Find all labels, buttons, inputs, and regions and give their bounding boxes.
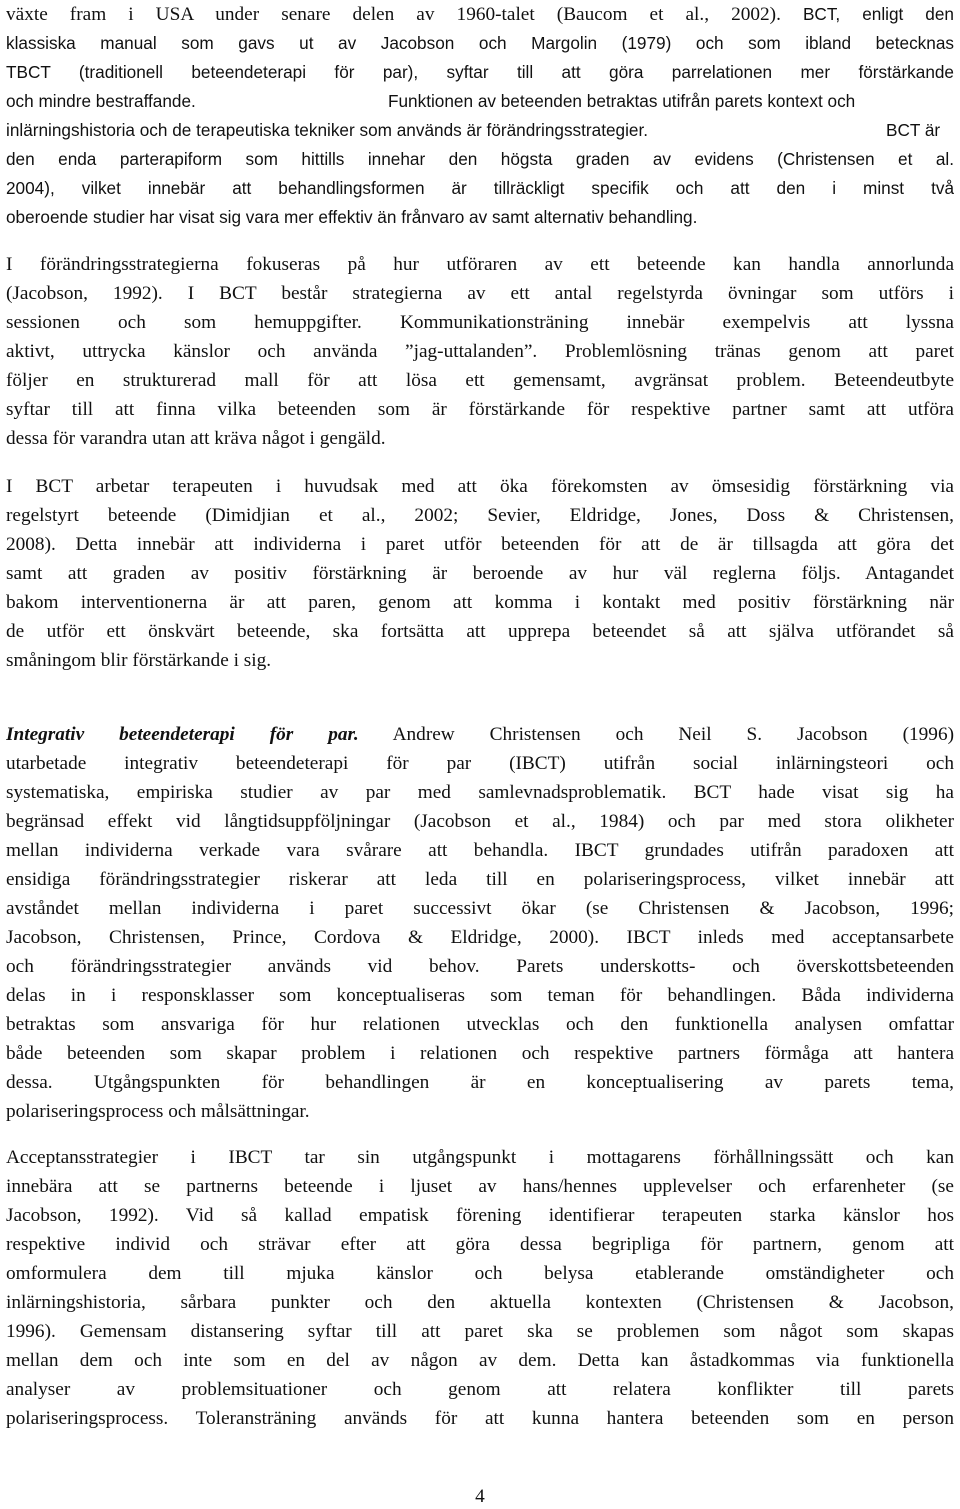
text-line bbox=[6, 279, 954, 308]
text-segment: ensidiga förändringsstrategier riskerar att leda till en polariseringsprocess, vilket innebär att bbox=[6, 869, 954, 890]
text-segment: Funktionen av beteenden betraktas utifrån parets kontext och bbox=[388, 91, 856, 111]
text-line bbox=[6, 337, 954, 366]
text-segment: sessionen och som hemuppgifter. Kommunikationsträning innebär exempelvis att lyssna bbox=[6, 312, 954, 333]
text-segment: innebära att se partnerns beteende i ljuset av hans/hennes upplevelser och erfarenheter (se bbox=[6, 1176, 954, 1197]
text-segment: dessa. Utgångspunkten för behandlingen är en konceptualisering av parets tema, bbox=[6, 1072, 954, 1093]
text-line bbox=[6, 58, 954, 87]
text-segment: aktivt, uttrycka känslor och använda ”jag-uttalanden”. Problemlösning tränas genom att paret bbox=[6, 341, 954, 362]
text-line bbox=[6, 501, 954, 530]
text-line bbox=[6, 952, 954, 981]
text-line bbox=[6, 1317, 954, 1346]
text-segment: I förändringsstrategierna fokuseras på hur utföraren av ett beteende kan handla annorlunda bbox=[6, 254, 954, 275]
text-segment: mellan individerna verkade vara svårare att behandla. IBCT grundades utifrån paradoxen att bbox=[6, 840, 954, 861]
text-line bbox=[886, 116, 954, 145]
text-segment: bakom interventionerna är att paren, genom att komma i kontakt med positiv förstärkning när bbox=[6, 592, 954, 613]
text-segment: (Jacobson, 1992). I BCT består strategierna av ett antal regelstyrda övningar som utförs i bbox=[6, 283, 954, 304]
text-line bbox=[6, 1259, 954, 1288]
text-segment: följer en strukturerad mall för att lösa ett gemensamt, avgränsat problem. Beteendeutbyte bbox=[6, 370, 954, 391]
text-line bbox=[6, 865, 954, 894]
text-line bbox=[6, 749, 954, 778]
text-segment: dessa för varandra utan att kräva något i gengäld. bbox=[6, 428, 386, 449]
text-segment: I BCT arbetar terapeuten i huvudsak med att öka förekomsten av ömsesidig förstärkning via bbox=[6, 476, 954, 497]
text-line bbox=[6, 836, 954, 865]
text-line bbox=[6, 366, 954, 395]
text-segment: klassiska manual som gavs ut av Jacobson och Margolin (1979) och som ibland betecknas bbox=[6, 33, 954, 53]
text-segment: analyser av problemsituationer och genom att relatera konflikter till parets bbox=[6, 1379, 954, 1400]
text-segment: och förändringsstrategier används vid behov. Parets underskotts- och överskottsbeteenden bbox=[6, 956, 954, 977]
text-line bbox=[6, 530, 954, 559]
text-line bbox=[6, 646, 954, 675]
text-segment: omformulera dem till mjuka känslor och belysa etablerande omständigheter och bbox=[6, 1263, 954, 1284]
text-segment: Jacobson, Christensen, Prince, Cordova & Eldridge, 2000). IBCT inleds med acceptansarbete bbox=[6, 927, 954, 948]
text-segment: de utför ett önskvärt beteende, ska fortsätta att upprepa beteendet så att själva utförandet så bbox=[6, 621, 954, 642]
text-segment: mellan dem och inte som en del av någon av dem. Detta kan åstadkommas via funktionella bbox=[6, 1350, 954, 1371]
text-segment: BCT är bbox=[886, 120, 941, 140]
text-segment: inlärningshistoria, sårbara punkter och den aktuella kontexten (Christensen & Jacobson, bbox=[6, 1292, 954, 1313]
text-line bbox=[6, 1143, 954, 1172]
text-line bbox=[6, 1039, 954, 1068]
text-segment: småningom blir förstärkande i sig. bbox=[6, 650, 272, 671]
text-segment: begränsad effekt vid långtidsuppföljningar (Jacobson et al., 1984) och par med stora olikheter bbox=[6, 811, 954, 832]
text-segment: inlärningshistoria och de terapeutiska tekniker som används är förändringsstrategier. bbox=[6, 120, 649, 140]
text-segment: samt att graden av positiv förstärkning är beroende av hur väl reglerna följs. Antagandet bbox=[6, 563, 954, 584]
text-segment: polariseringsprocess. Toleransträning används för att kunna hantera beteenden som en person bbox=[6, 1408, 954, 1429]
text-line bbox=[6, 250, 954, 279]
text-line bbox=[6, 203, 954, 232]
text-segment: TBCT (traditionell beteendeterapi för par), syftar till att göra parrelationen mer förstärkande bbox=[6, 62, 954, 82]
text-segment: systematiska, empiriska studier av par med samlevnadsproblematik. BCT hade visat sig ha bbox=[6, 782, 954, 803]
text-line bbox=[6, 1375, 954, 1404]
text-line bbox=[6, 1230, 954, 1259]
text-line bbox=[6, 174, 954, 203]
text-segment: polariseringsprocess och målsättningar. bbox=[6, 1101, 310, 1122]
text-line bbox=[6, 0, 954, 29]
text-line bbox=[6, 1068, 954, 1097]
text-line bbox=[6, 1097, 954, 1126]
text-segment: syftar till att finna vilka beteenden som är förstärkande för respektive partner samt att utföra bbox=[6, 399, 954, 420]
text-line bbox=[6, 617, 954, 646]
text-line bbox=[6, 720, 954, 749]
text-line bbox=[388, 87, 954, 116]
text-line bbox=[6, 778, 954, 807]
text-line bbox=[6, 1010, 954, 1039]
text-line bbox=[6, 472, 954, 501]
text-segment: delas in i responsklasser som konceptualiseras som teman för behandlingen. Båda individerna bbox=[6, 985, 954, 1006]
text-line bbox=[6, 1172, 954, 1201]
text-line bbox=[6, 588, 954, 617]
text-line bbox=[6, 145, 954, 174]
text-segment: 1996). Gemensam distansering syftar till att paret ska se problemen som något som skapas bbox=[6, 1321, 954, 1342]
text-segment: växte fram i USA under senare delen av 1960-talet (Baucom et al., 2002). bbox=[6, 4, 803, 25]
text-line bbox=[6, 87, 376, 116]
text-line bbox=[6, 116, 878, 145]
text-line bbox=[6, 29, 954, 58]
text-segment: respektive individ och strävar efter att göra dessa begripliga för partnern, genom att bbox=[6, 1234, 954, 1255]
text-line bbox=[6, 308, 954, 337]
text-segment: Andrew Christensen och Neil S. Jacobson (1996) bbox=[358, 724, 954, 745]
text-segment: BCT, enligt den bbox=[802, 4, 954, 24]
text-segment: Acceptansstrategier i IBCT tar sin utgångspunkt i mottagarens förhållningssätt och kan bbox=[6, 1147, 954, 1168]
text-segment: både beteenden som skapar problem i relationen och respektive partners förmåga att hantera bbox=[6, 1043, 954, 1064]
text-segment: den enda parterapiform som hittills innehar den högsta graden av evidens (Christensen et al. bbox=[6, 149, 954, 169]
text-line bbox=[6, 894, 954, 923]
text-segment: betraktas som ansvariga för hur relationen utvecklas och den funktionella analysen omfattar bbox=[6, 1014, 954, 1035]
text-line bbox=[6, 807, 954, 836]
text-line bbox=[6, 395, 954, 424]
text-segment: oberoende studier har visat sig vara mer effektiv än frånvaro av samt alternativ behandling. bbox=[6, 207, 698, 227]
text-line bbox=[6, 1288, 954, 1317]
text-line bbox=[6, 1346, 954, 1375]
text-line bbox=[6, 1404, 954, 1433]
text-segment: Jacobson, 1992). Vid så kallad empatisk förening identifierar terapeuten starka känslor hos bbox=[6, 1205, 954, 1226]
page-number: 4 bbox=[475, 1486, 485, 1507]
text-segment: utarbetade integrativ beteendeterapi för par (IBCT) utifrån social inlärningsteori och bbox=[6, 753, 954, 774]
text-line bbox=[6, 923, 954, 952]
text-line bbox=[6, 981, 954, 1010]
text-segment: 2004), vilket innebär att behandlingsformen är tillräckligt specifik och att den i minst två bbox=[6, 178, 954, 198]
text-line bbox=[6, 424, 954, 453]
text-segment: och mindre bestraffande. bbox=[6, 91, 196, 111]
section-heading: Integrativ beteendeterapi för par. bbox=[6, 724, 359, 745]
text-line bbox=[6, 1201, 954, 1230]
text-segment: 2008). Detta innebär att individerna i paret utför beteenden för att de är tillsagda att göra det bbox=[6, 534, 954, 555]
text-line bbox=[6, 559, 954, 588]
text-segment: avståndet mellan individerna i paret successivt ökar (se Christensen & Jacobson, 1996; bbox=[6, 898, 954, 919]
text-segment: regelstyrt beteende (Dimidjian et al., 2002; Sevier, Eldridge, Jones, Doss & Christensen, bbox=[6, 505, 954, 526]
